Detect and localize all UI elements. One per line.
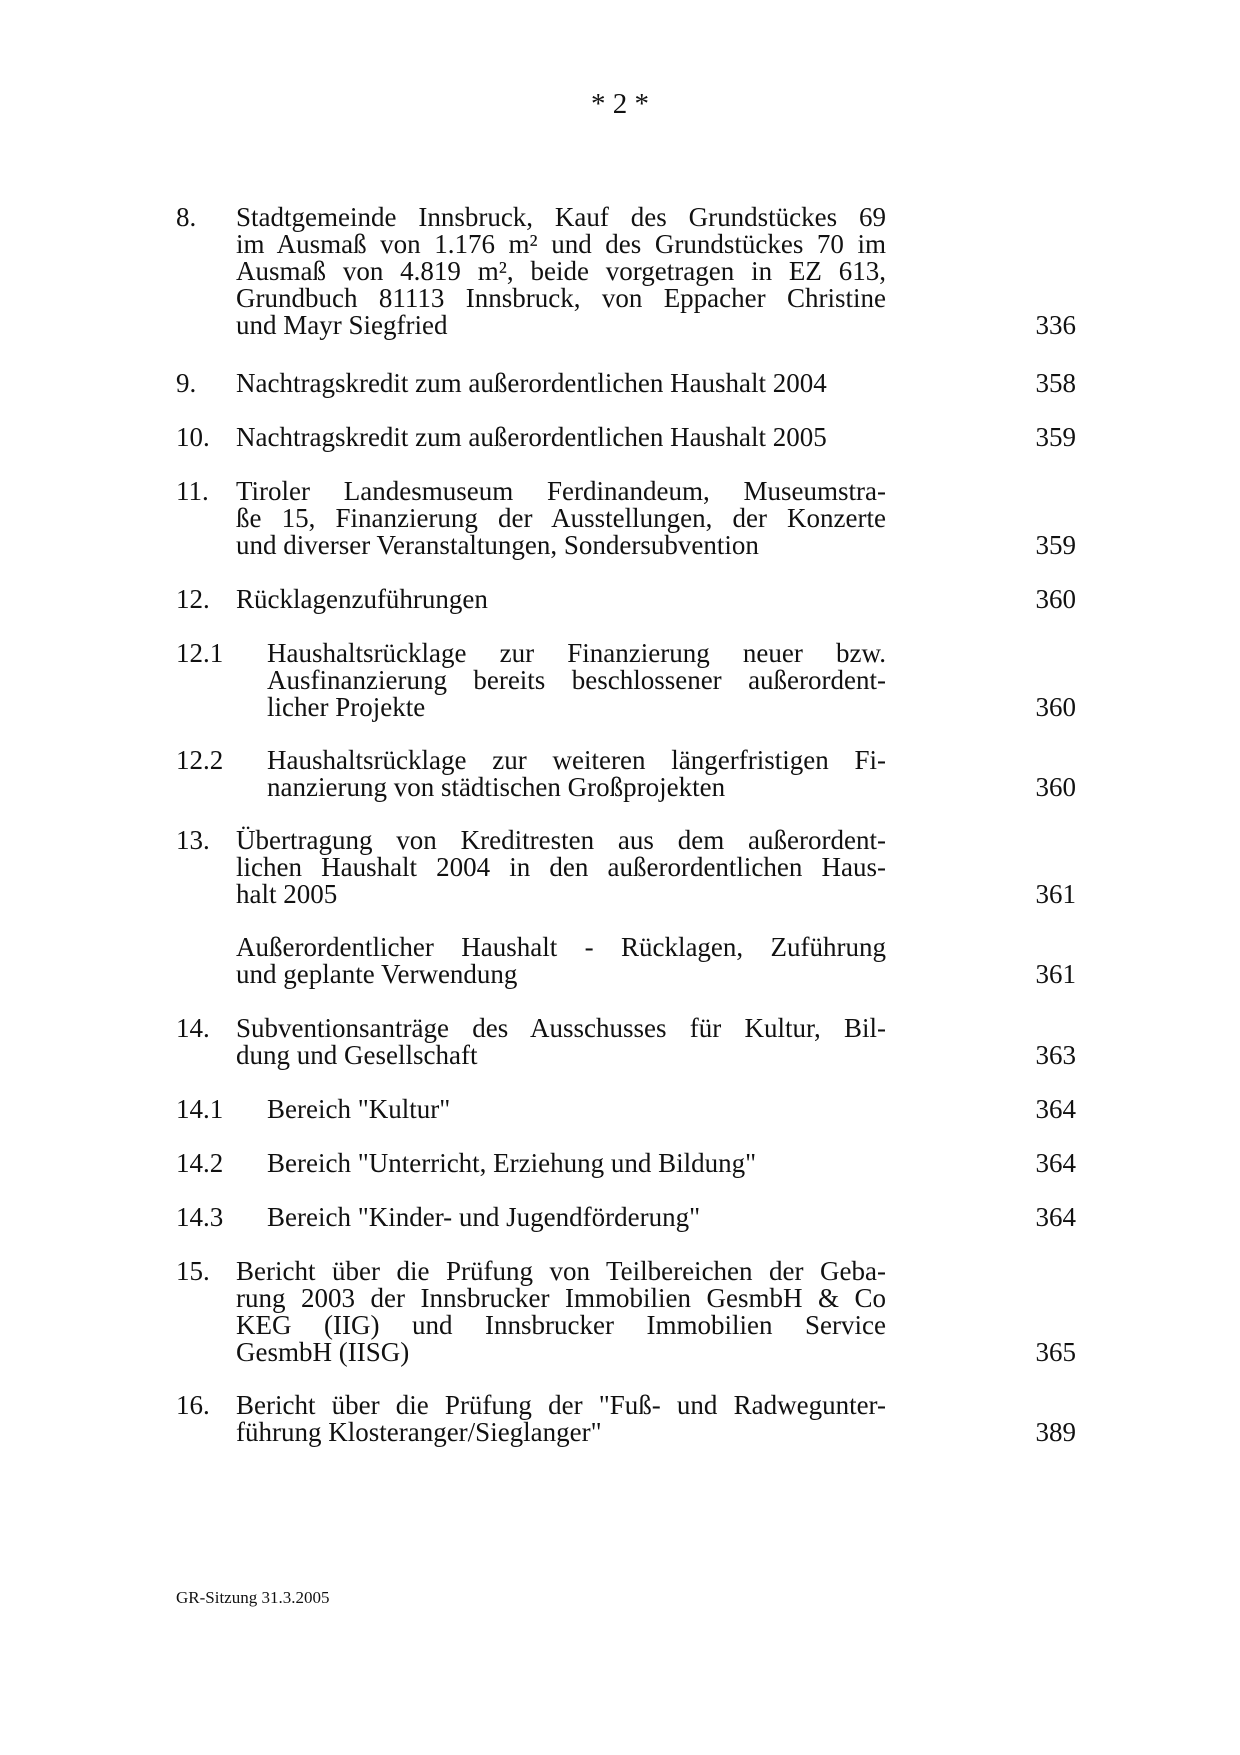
toc-entry-title <box>267 1096 886 1123</box>
toc-entry-number: 9. <box>176 368 197 398</box>
toc-entry-line: nanzierung von städtischen Großprojekten <box>267 772 726 802</box>
toc-entry-title <box>236 424 886 451</box>
toc-entry-page: 361 <box>1035 959 1076 989</box>
toc-entry-line: und diverser Veranstaltungen, Sondersubvention <box>236 530 759 560</box>
toc-entry-line: führung Klosteranger/Sieglanger" <box>236 1417 602 1447</box>
toc-entry-line: ße 15, Finanzierung der Ausstellungen, der Konzerte <box>236 503 886 533</box>
toc-entry-number: 14. <box>176 1013 210 1043</box>
toc-entry-number: 12.2 <box>176 745 224 775</box>
toc-entry-title <box>267 640 886 721</box>
toc-entry-number: 15. <box>176 1256 210 1286</box>
toc-entry-title <box>236 1258 886 1366</box>
toc-entry-line: Bericht über die Prüfung von Teilbereichen der Geba- <box>236 1256 886 1286</box>
toc-entry-line: Rücklagenzuführungen <box>236 584 488 614</box>
toc-entry-line: Bereich "Unterricht, Erziehung und Bildung" <box>267 1148 757 1178</box>
toc-entry-number: 11. <box>176 476 209 506</box>
toc-entry-page: 360 <box>1035 692 1076 722</box>
toc-entry-number: 12. <box>176 584 210 614</box>
toc-entry-line: Haushaltsrücklage zur weiteren längerfristigen Fi- <box>267 745 886 775</box>
toc-entry-line: KEG (IIG) und Innsbrucker Immobilien Service <box>236 1310 886 1340</box>
toc-entry-title <box>267 1150 886 1177</box>
toc-entry-line: Bereich "Kultur" <box>267 1094 451 1124</box>
toc-entry-line: Außerordentlicher Haushalt - Rücklagen, Zuführung <box>236 932 886 962</box>
toc-entry-line: Bericht über die Prüfung der "Fuß- und Radwegunter- <box>236 1390 886 1420</box>
page-number: * 2 * <box>591 88 649 120</box>
toc-entry-number: 8. <box>176 202 197 232</box>
toc-entry-title <box>236 934 886 988</box>
toc-entry-line: Ausmaß von 4.819 m², beide vorgetragen in EZ 613, <box>236 256 886 286</box>
toc-entry-line: Nachtragskredit zum außerordentlichen Haushalt 2005 <box>236 422 827 452</box>
toc-entry-number: 14.3 <box>176 1202 224 1232</box>
toc-entry-line: Nachtragskredit zum außerordentlichen Haushalt 2004 <box>236 368 827 398</box>
toc-entry-page: 364 <box>1035 1094 1076 1124</box>
toc-entry-page: 358 <box>1035 368 1076 398</box>
toc-entry-line: im Ausmaß von 1.176 m² und des Grundstückes 70 im <box>236 229 886 259</box>
toc-entry-title <box>236 204 886 339</box>
toc-entry-page: 364 <box>1035 1148 1076 1178</box>
toc-entry-title <box>236 1392 886 1446</box>
toc-entry-number: 13. <box>176 825 210 855</box>
footer: GR-Sitzung 31.3.2005 <box>176 1588 330 1607</box>
toc-entry-title <box>267 747 886 801</box>
toc-entry-line: Übertragung von Kreditresten aus dem außerordent- <box>236 825 886 855</box>
toc-entry-line: Grundbuch 81113 Innsbruck, von Eppacher Christine <box>236 283 886 313</box>
toc-entry-title <box>236 827 886 908</box>
toc-entry-title <box>236 370 886 397</box>
toc-entry-page: 336 <box>1035 310 1076 340</box>
toc-entry-page: 389 <box>1035 1417 1076 1447</box>
toc-entry-line: Tiroler Landesmuseum Ferdinandeum, Museumstra- <box>236 476 886 506</box>
toc-entry-page: 360 <box>1035 772 1076 802</box>
toc-entry-number: 14.2 <box>176 1148 224 1178</box>
toc-entry-page: 359 <box>1035 530 1076 560</box>
toc-entry-line: GesmbH (IISG) <box>236 1337 410 1367</box>
toc-entry-line: rung 2003 der Innsbrucker Immobilien GesmbH & Co <box>236 1283 886 1313</box>
toc-entry-number: 12.1 <box>176 638 224 668</box>
toc-entry-line: und Mayr Siegfried <box>236 310 448 340</box>
toc-entry-number: 10. <box>176 422 210 452</box>
toc-entry-title <box>236 1015 886 1069</box>
toc-entry-line: Subventionsanträge des Ausschusses für Kultur, Bil- <box>236 1013 886 1043</box>
toc-entry-line: halt 2005 <box>236 879 338 909</box>
toc-entry-page: 365 <box>1035 1337 1076 1367</box>
toc-entry-title <box>236 478 886 559</box>
toc-entry-title <box>236 586 886 613</box>
toc-entry-line: Haushaltsrücklage zur Finanzierung neuer bzw. <box>267 638 886 668</box>
toc-entry-page: 360 <box>1035 584 1076 614</box>
toc-entry-line: dung und Gesellschaft <box>236 1040 478 1070</box>
toc-entry-page: 363 <box>1035 1040 1076 1070</box>
toc-entry-line: Bereich "Kinder- und Jugendförderung" <box>267 1202 701 1232</box>
toc-entry-page: 359 <box>1035 422 1076 452</box>
toc-entry-line: Stadtgemeinde Innsbruck, Kauf des Grundstückes 69 <box>236 202 886 232</box>
toc-entry-line: licher Projekte <box>267 692 426 722</box>
toc-entry-page: 364 <box>1035 1202 1076 1232</box>
toc-entry-line: und geplante Verwendung <box>236 959 518 989</box>
toc-entry-title <box>267 1204 886 1231</box>
toc-entry-line: lichen Haushalt 2004 in den außerordentlichen Haus- <box>236 852 886 882</box>
toc-entry-number: 16. <box>176 1390 210 1420</box>
toc-entry-line: Ausfinanzierung bereits beschlossener außerordent- <box>267 665 886 695</box>
toc-entry-page: 361 <box>1035 879 1076 909</box>
toc-entry-number: 14.1 <box>176 1094 224 1124</box>
